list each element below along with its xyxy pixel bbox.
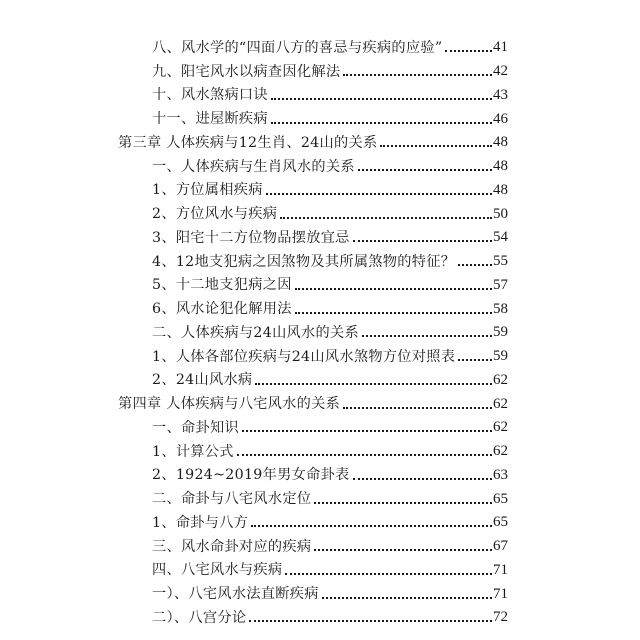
toc-entry-title: 九、阳宅风水以病查因化解法 — [152, 63, 341, 80]
toc-entry-content — [152, 563, 508, 578]
toc-page-number: 48 — [493, 134, 508, 151]
dot-leader — [251, 524, 492, 527]
toc-entry-title: 5、十二地支犯病之因 — [152, 277, 292, 294]
toc-entry — [0, 226, 640, 250]
toc-entry-content — [118, 135, 508, 150]
toc-entry — [0, 107, 640, 131]
dot-leader — [295, 311, 492, 314]
dot-leader — [458, 358, 492, 361]
dot-leader — [280, 216, 492, 219]
toc-entry — [0, 179, 640, 203]
toc-entry-content — [152, 444, 508, 459]
toc-page-number: 67 — [493, 538, 508, 555]
dot-leader — [271, 97, 492, 100]
toc-page-number: 54 — [493, 229, 508, 246]
toc-entry-content — [152, 515, 508, 530]
toc-entry — [0, 60, 640, 84]
toc-entry-title: 2、24山风水病 — [152, 372, 253, 389]
toc-page-number: 65 — [493, 514, 508, 531]
toc-entry-title: 十、风水煞病口诀 — [152, 87, 268, 104]
toc-entry — [0, 297, 640, 321]
dot-leader — [295, 287, 492, 290]
toc-entry-title: 1、方位属相疾病 — [152, 182, 263, 199]
toc-entry-content — [152, 468, 508, 483]
toc-entry-title: 一）、八宅风水法直断疾病 — [152, 586, 319, 603]
toc-entry-content — [118, 397, 508, 412]
dot-leader — [380, 144, 492, 147]
toc-entry — [0, 155, 640, 179]
toc-page-number: 42 — [493, 63, 508, 80]
toc-entry-content — [152, 207, 508, 222]
toc-entry-title: 2、1924~2019年男女命卦表 — [152, 467, 350, 484]
toc-chapter-heading — [0, 131, 640, 155]
toc-entry — [0, 487, 640, 511]
toc-page-number: 55 — [493, 253, 508, 270]
toc-page-number: 58 — [493, 300, 508, 317]
dot-leader — [343, 406, 492, 409]
toc-entry-content — [152, 254, 508, 269]
toc-entry — [0, 511, 640, 535]
dot-leader — [314, 501, 492, 504]
dot-leader — [353, 239, 492, 242]
toc-page-number: 71 — [493, 561, 508, 578]
dot-leader — [358, 168, 492, 171]
toc-entry-content — [152, 325, 508, 340]
toc-page-number: 72 — [493, 609, 508, 626]
toc-entry-title: 第三章 人体疾病与12生肖、24山的关系 — [118, 134, 378, 151]
dot-leader — [322, 596, 492, 599]
toc-entry-title: 1、人体各部位疾病与24山风水煞物方位对照表 — [152, 348, 456, 365]
toc-entry-title: 2、方位风水与疾病 — [152, 206, 278, 223]
toc-page-number: 43 — [493, 86, 508, 103]
toc-entry-content — [152, 64, 508, 79]
toc-entry-content — [152, 159, 508, 174]
dot-leader — [242, 429, 492, 432]
toc-page-number: 62 — [493, 419, 508, 436]
toc-page-number: 71 — [493, 585, 508, 602]
toc-page-number: 46 — [493, 110, 508, 127]
toc-entry-content — [152, 373, 508, 388]
toc-chapter-heading — [0, 392, 640, 416]
toc-entry — [0, 84, 640, 108]
toc-entry — [0, 36, 640, 60]
dot-leader — [249, 619, 492, 622]
dot-leader — [445, 49, 492, 52]
toc-entry — [0, 440, 640, 464]
toc-entry-content — [152, 88, 508, 103]
toc-entry-content — [152, 302, 508, 317]
toc-entry-content — [152, 40, 508, 55]
toc-entry-content — [152, 492, 508, 507]
toc-entry-title: 四、八宅风水与疾病 — [152, 562, 283, 579]
dot-leader — [343, 73, 492, 76]
dot-leader — [255, 382, 492, 385]
toc-entry — [0, 250, 640, 274]
dot-leader — [266, 192, 492, 195]
toc-entry-title: 三、风水命卦对应的疾病 — [152, 538, 312, 555]
toc-entry-title: 第四章 人体疾病与八宅风水的关系 — [118, 396, 341, 413]
toc-page-number: 50 — [493, 205, 508, 222]
toc-entry — [0, 321, 640, 345]
toc-entry-content — [152, 112, 508, 127]
toc-entry — [0, 345, 640, 369]
toc-page-number: 65 — [493, 490, 508, 507]
toc-entry-title: 八、风水学的“四面八方的喜忌与疾病的应验” — [152, 39, 443, 56]
toc-entry — [0, 559, 640, 583]
toc-entry — [0, 464, 640, 488]
toc-entry-content — [152, 587, 508, 602]
toc-entry-title: 3、阳宅十二方位物品摆放宜忌 — [152, 229, 350, 246]
toc-entry-title: 一、命卦知识 — [152, 419, 239, 436]
toc-entry-title: 十一、进屋断疾病 — [152, 111, 268, 128]
toc-entry-content — [152, 610, 508, 625]
toc-page-number: 48 — [493, 158, 508, 175]
toc-entry-title: 1、命卦与八方 — [152, 514, 249, 531]
toc-page-number: 48 — [493, 181, 508, 198]
table-of-contents — [0, 36, 640, 630]
toc-page-number: 57 — [493, 276, 508, 293]
toc-entry-title: 二、命卦与八宅风水定位 — [152, 491, 312, 508]
dot-leader — [237, 453, 492, 456]
toc-entry-content — [152, 420, 508, 435]
toc-page-number: 62 — [493, 443, 508, 460]
dot-leader — [362, 334, 492, 337]
dot-leader — [458, 263, 492, 266]
toc-entry-content — [152, 183, 508, 198]
toc-entry-title: 二、人体疾病与24山风水的关系 — [152, 324, 359, 341]
toc-entry-title: 一、人体疾病与生肖风水的关系 — [152, 158, 355, 175]
toc-entry — [0, 582, 640, 606]
toc-entry-content — [152, 539, 508, 554]
dot-leader — [271, 121, 492, 124]
toc-entry — [0, 606, 640, 630]
toc-page-number: 41 — [493, 39, 508, 56]
toc-entry — [0, 202, 640, 226]
toc-entry-title: 4、12地支犯病之因煞物及其所属煞物的特征？ — [152, 253, 456, 270]
dot-leader — [353, 477, 492, 480]
dot-leader — [285, 572, 492, 575]
toc-entry-content — [152, 230, 508, 245]
toc-page-number: 59 — [493, 348, 508, 365]
toc-page-number: 63 — [493, 466, 508, 483]
toc-entry — [0, 416, 640, 440]
toc-entry-title: 1、计算公式 — [152, 443, 234, 460]
dot-leader — [314, 548, 492, 551]
toc-entry — [0, 369, 640, 393]
toc-page-number: 62 — [493, 371, 508, 388]
toc-entry-title: 二）、八宫分论 — [152, 609, 247, 626]
toc-entry-title: 6、风水论犯化解用法 — [152, 301, 292, 318]
toc-entry-content — [152, 278, 508, 293]
toc-page-number: 59 — [493, 324, 508, 341]
toc-entry — [0, 535, 640, 559]
toc-page-number: 62 — [493, 395, 508, 412]
toc-entry-content — [152, 349, 508, 364]
toc-entry — [0, 274, 640, 298]
